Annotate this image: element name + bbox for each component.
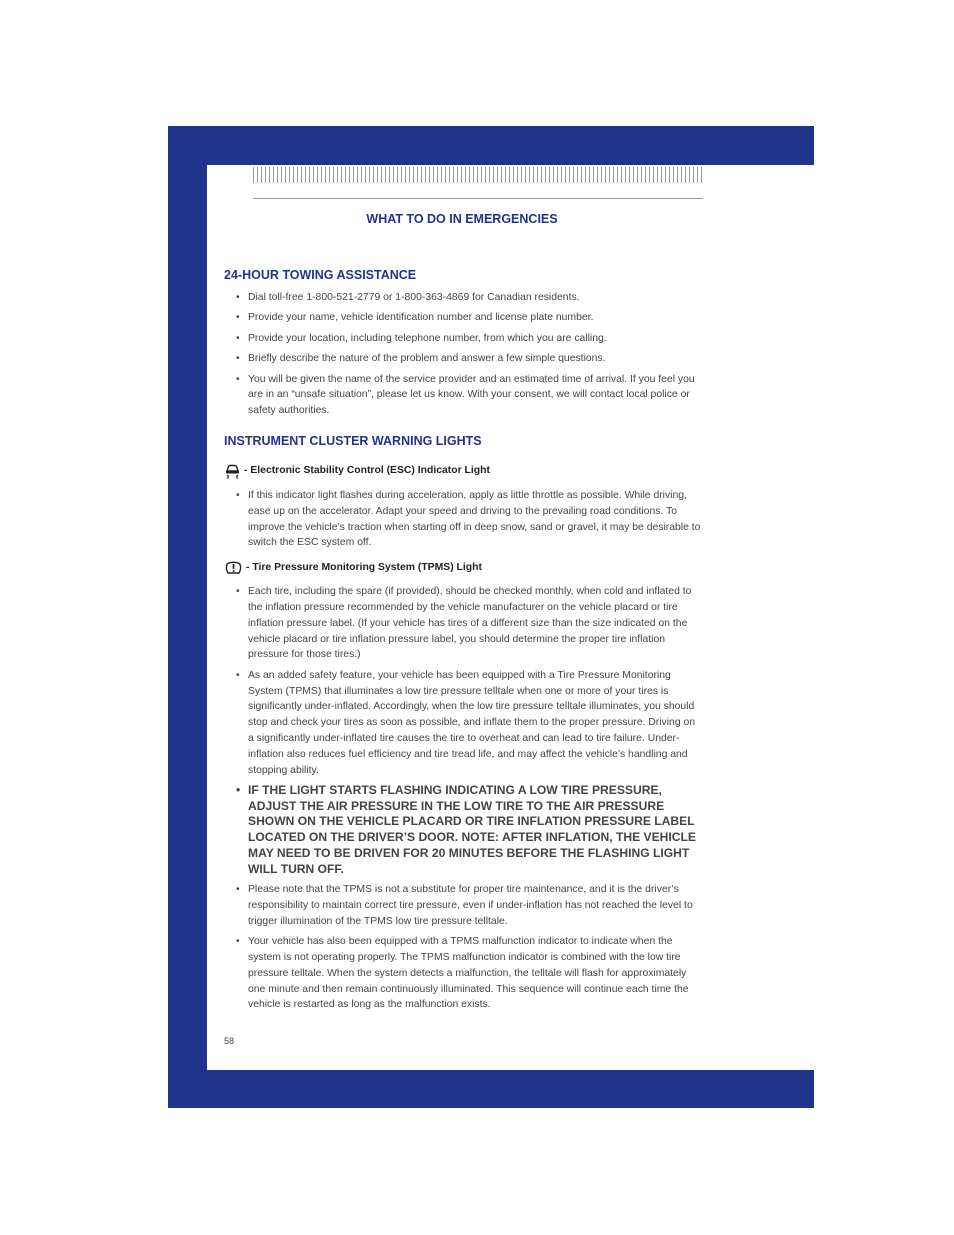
esc-heading <box>224 463 702 479</box>
esc-skid-icon <box>224 463 241 479</box>
list-item: • Each tire, including the spare (if provided), should be checked monthly, when cold and inflated to the inflation pressure recommended by the vehicle manufacturer on the vehicle placard or tire inflation pressure label. (If your vehicle has tires of a different size than the size indicated on the vehicle placard or tire inflation pressure label, you should determine the proper tire inflation pressure for those tires.) <box>224 584 702 663</box>
section-title-warning-lights: INSTRUMENT CLUSTER WARNING LIGHTS <box>224 433 482 448</box>
tpms-heading <box>224 560 702 575</box>
list-item: • If this indicator light flashes during acceleration, apply as little throttle as possible. While driving, ease up on the accelerator. Adapt your speed and driving to the prevailing road conditions. To improve the vehicle’s traction when starting off in deep snow, sand or gravel, it may be desirable to switch the ESC system off. <box>224 488 702 551</box>
chapter-title: WHAT TO DO IN EMERGENCIES <box>366 212 558 226</box>
list-item: • Provide your location, including telephone number, from which you are calling. <box>224 331 702 347</box>
tpms-list <box>224 584 702 1013</box>
tpms-heading-label: - Tire Pressure Monitoring System (TPMS) Light <box>246 561 482 573</box>
section-title-towing: 24-HOUR TOWING ASSISTANCE <box>224 268 417 282</box>
esc-list <box>224 488 702 551</box>
page-content <box>224 268 702 1013</box>
list-item-warning: • IF THE LIGHT STARTS FLASHING INDICATING A LOW TIRE PRESSURE, ADJUST THE AIR PRESSURE IN THE LOW TIRE TO THE AIR PRESSURE SHOWN ON THE VEHICLE PLACARD OR TIRE INFLATION PRESSURE LABEL LOCATED ON THE DRIVER’S DOOR. NOTE: AFTER INFLATION, THE VEHICLE MAY NEED TO BE DRIVEN FOR 20 MINUTES BEFORE THE FLASHING LIGHT WILL TURN OFF. <box>224 783 702 878</box>
tire-pressure-warning-icon <box>224 560 243 575</box>
list-item: • You will be given the name of the service provider and an estimated time of arrival. If you feel you are in an “unsafe situation”, please let us know. With your consent, we will contact local police or safety authorities. <box>224 372 702 419</box>
header-divider <box>253 198 703 199</box>
page-number: 58 <box>224 1036 235 1046</box>
list-item: • As an added safety feature, your vehicle has been equipped with a Tire Pressure Monitoring System (TPMS) that illuminates a low tire pressure telltale when one or more of your tires is significantly under-inflated. Accordingly, when the low tire pressure telltale illuminates, you should stop and check your tires as soon as possible, and inflate them to the proper pressure. Driving on a significantly under-inflated tire causes the tire to overheat and can lead to tire failure. Under-inflation also reduces fuel efficiency and tire tread life, and may affect the vehicle’s handling and stopping ability. <box>224 668 702 779</box>
header-ruler-decoration <box>253 167 703 183</box>
list-item: • Your vehicle has also been equipped with a TPMS malfunction indicator to indicate when the system is not operating properly. The TPMS malfunction indicator is combined with the low tire pressure telltale. When the system detects a malfunction, the telltale will flash for approximately one minute and then remain continuously illuminated. This sequence will continue each time the vehicle is restarted as long as the malfunction exists. <box>224 934 702 1013</box>
towing-list <box>224 290 702 419</box>
esc-heading-label: - Electronic Stability Control (ESC) Indicator Light <box>244 464 490 476</box>
list-item: • Provide your name, vehicle identification number and license plate number. <box>224 310 702 326</box>
list-item: • Please note that the TPMS is not a substitute for proper tire maintenance, and it is the driver’s responsibility to maintain correct tire pressure, even if under-inflation has not reached the level to trigger illumination of the TPMS low tire pressure telltale. <box>224 882 702 929</box>
list-item: • Dial toll-free 1-800-521-2779 or 1-800-363-4869 for Canadian residents. <box>224 290 702 306</box>
list-item: • Briefly describe the nature of the problem and answer a few simple questions. <box>224 351 702 367</box>
